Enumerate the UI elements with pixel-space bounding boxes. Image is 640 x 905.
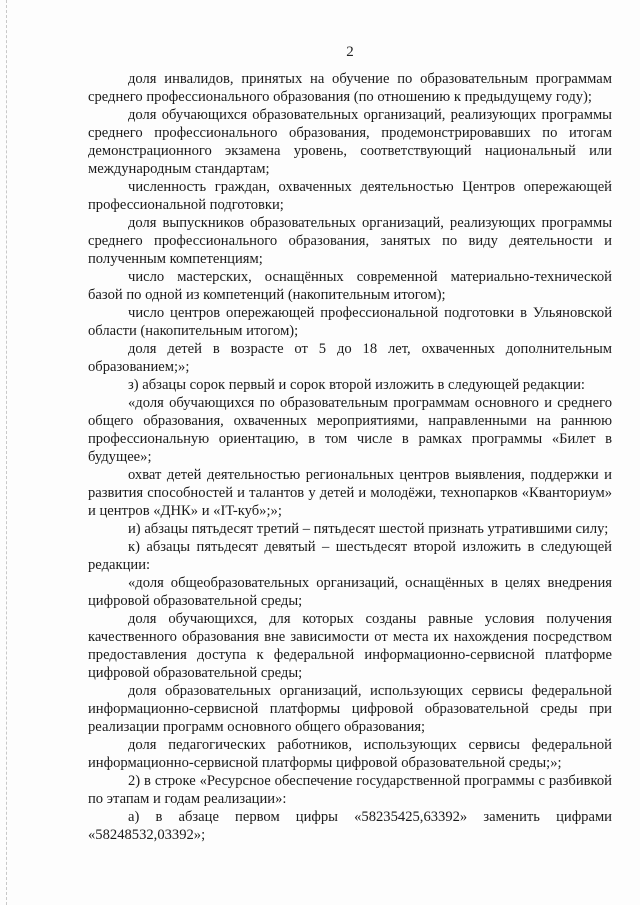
paragraph: охват детей деятельностью региональных центров выявления, поддержки и развития способностей и талантов у детей и молодёжи, технопарков «Кванториум» и центров «ДНК» и «IT-куб»;»; — [88, 467, 612, 519]
page-left-border — [6, 0, 7, 905]
paragraph: доля детей в возрасте от 5 до 18 лет, охваченных дополнительным образованием;»; — [88, 341, 612, 375]
paragraph: к) абзацы пятьдесят девятый – шестьдесят второй изложить в следующей редакции: — [88, 539, 612, 573]
paragraph: доля выпускников образовательных организаций, реализующих программы среднего профессионального образования, занятых по виду деятельности и полученным компетенциям; — [88, 215, 612, 267]
paragraph: з) абзацы сорок первый и сорок второй изложить в следующей редакции: — [128, 377, 585, 393]
paragraph: «доля обучающихся по образовательным программам основного и среднего общего образования, охваченных мероприятиями, направленными на раннюю профессиональную ориентацию, в том числе в рамках программы «Билет в будущее»; — [88, 395, 612, 465]
paragraph: численность граждан, охваченных деятельностью Центров опережающей профессиональной подготовки; — [88, 179, 612, 213]
paragraph: «доля общеобразовательных организаций, оснащённых в целях внедрения цифровой образовательной среды; — [88, 575, 612, 609]
page-number: 2 — [346, 44, 354, 60]
paragraph: доля обучающихся образовательных организаций, реализующих программы среднего профессионального образования, продемонстрировавших по итогам демонстрационного экзамена уровень, соответствующий национальный или международным стандартам; — [88, 107, 612, 177]
paragraph: число центров опережающей профессиональной подготовки в Ульяновской области (накопительным итогом); — [88, 305, 612, 339]
document-body — [88, 70, 612, 844]
paragraph: доля обучающихся, для которых созданы равные условия получения качественного образования вне зависимости от места их нахождения посредством предоставления доступа к федеральной информационно-сервисной платформе цифровой образовательной среды; — [88, 611, 612, 681]
paragraph: и) абзацы пятьдесят третий – пятьдесят шестой признать утратившими силу; — [128, 521, 609, 537]
paragraph: число мастерских, оснащённых современной материально-технической базой по одной из компетенций (накопительным итогом); — [88, 269, 612, 303]
paragraph: доля образовательных организаций, использующих сервисы федеральной информационно-сервисной платформы цифровой образовательной среды при реализации программ основного общего образования; — [88, 683, 612, 735]
paragraph: доля педагогических работников, использующих сервисы федеральной информационно-сервисной платформы цифровой образовательной среды;»; — [88, 737, 612, 771]
paragraph: доля инвалидов, принятых на обучение по образовательным программам среднего профессионального образования (по отношению к предыдущему году); — [88, 71, 612, 105]
paragraph: 2) в строке «Ресурсное обеспечение государственной программы с разбивкой по этапам и годам реализации»: — [88, 773, 612, 807]
paragraph: а) в абзаце первом цифры «58235425,63392» заменить цифрами «58248532,03392»; — [88, 809, 612, 843]
